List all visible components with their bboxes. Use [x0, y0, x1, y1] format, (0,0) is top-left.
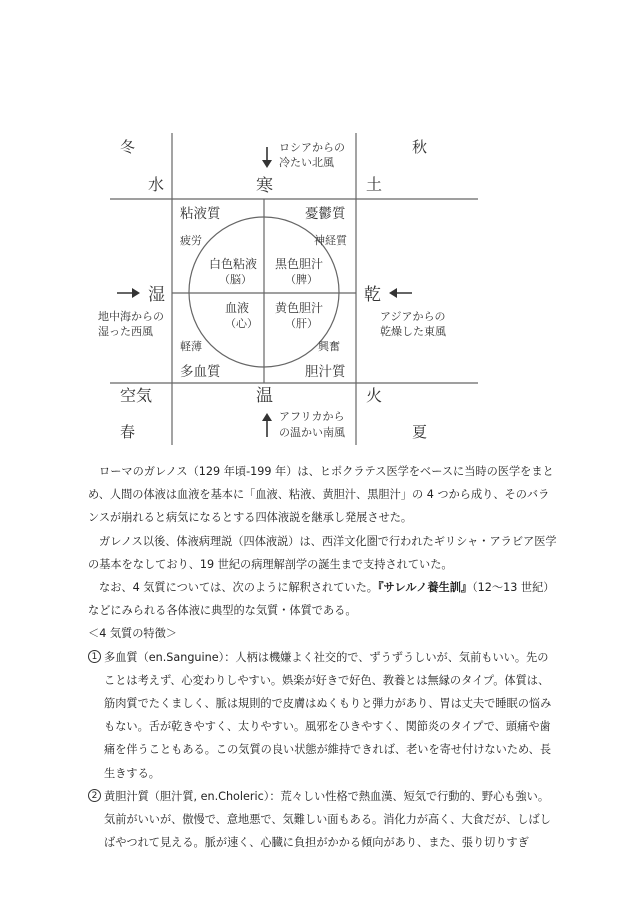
element-air: 空気	[120, 386, 153, 405]
salerno-text-before: なお、4 気質については、次のように解釈されていた。	[99, 581, 378, 595]
north-wind-arrowhead	[262, 160, 272, 168]
item-number-1: 1	[88, 650, 101, 663]
quality-cold: 寒	[256, 176, 273, 196]
phlegmatic-temperament: 粘液質	[180, 206, 221, 222]
season-winter: 冬	[120, 138, 136, 156]
item-text-sanguine: 多血質（en.Sanguine）：人柄は機嫌よく社交的で、ずうずうしいが、気前もいい。先のことは考えず、心変わりしやすい。娯楽が好きで好色、教養とは無縁のタイプ。体質は、筋肉質でたくましく、脈は規則的で皮膚はぬくもりと弾力があり、胃は丈夫で睡眠の悩みもない。舌が乾きやすく、太りやすい。風邪をひきやすく、関節炎のタイプで、頭痛や歯痛を伴うこともある。この気質の良い状態が維持できれば、老いを寄せ付けないため、長生きする。	[104, 650, 552, 780]
choleric-trait: 興奮	[318, 340, 340, 353]
yellow-bile-fluid: 黄色胆汁	[275, 301, 324, 315]
element-water: 水	[148, 175, 165, 194]
quality-dry: 乾	[364, 285, 381, 305]
season-autumn: 秋	[412, 138, 428, 156]
paragraph-galen: ローマのガレノス（129 年頃‐199 年）は、ヒポクラテス医学をベースに当時の医学をまとめ、人間の体液は血液を基本に「血液、粘液、黄胆汁、黒胆汁」の 4 つから成り、そのバランスが崩れると病気になるとする四体液説を継承し発展させた。	[88, 465, 554, 525]
south-wind-label-2: の温かい南風	[279, 426, 345, 439]
east-wind-arrowhead	[389, 288, 397, 298]
element-earth: 土	[366, 175, 383, 194]
phlegm-organ: （脳）	[219, 273, 252, 286]
section-heading: ＜4 気質の特徴＞	[88, 627, 177, 641]
black-bile-organ: （脾）	[285, 273, 318, 286]
season-summer: 夏	[412, 423, 428, 441]
melancholic-trait: 神経質	[314, 234, 347, 247]
west-wind-label-1: 地中海からの	[98, 310, 164, 323]
sanguine-trait: 軽薄	[180, 340, 202, 353]
east-wind-label-1: アジアからの	[380, 310, 446, 323]
paragraph-salerno	[88, 576, 558, 622]
black-bile-fluid: 黒色胆汁	[275, 257, 324, 271]
item-text-choleric: 黄胆汁質（胆汁質, en.Choleric）：荒々しい性格で熱血漢、短気で行動的、野心も強い。気前がいいが、傲慢で、意地悪で、気難しい面もある。消化力が高く、大食だが、しばしばやつれて見える。脈が速く、心臓に負担がかかる傾向があり、また、張り切りすぎ	[104, 789, 551, 850]
salerno-text-after: （12～13 世紀）などにみられる各体液に典型的な気質・体質である。	[88, 581, 555, 618]
list-item-choleric	[88, 785, 558, 855]
melancholic-temperament: 憂鬱質	[305, 206, 346, 222]
phlegm-fluid: 白色粘液	[209, 257, 258, 271]
body-text	[88, 460, 558, 854]
west-wind-label-2: 湿った西風	[98, 325, 153, 338]
south-wind-label-1: アフリカから	[279, 410, 345, 423]
item-number-2: 2	[88, 789, 101, 802]
quality-wet: 湿	[148, 285, 165, 305]
sanguine-temperament: 多血質	[180, 364, 221, 380]
phlegmatic-trait: 疲労	[180, 234, 202, 247]
season-spring: 春	[120, 423, 136, 441]
blood-organ: （心）	[225, 317, 258, 330]
north-wind-label-2: 冷たい北風	[279, 156, 334, 169]
salerno-title: 『サレルノ養生訓』	[377, 581, 473, 595]
blood-fluid: 血液	[225, 301, 250, 315]
south-wind-arrowhead	[262, 413, 272, 421]
list-item-sanguine	[88, 646, 558, 785]
west-wind-arrowhead	[132, 288, 140, 298]
element-fire: 火	[366, 386, 383, 405]
choleric-temperament: 胆汁質	[305, 364, 346, 380]
north-wind-label-1: ロシアからの	[279, 141, 345, 154]
yellow-bile-organ: （肝）	[285, 317, 318, 330]
paragraph-humoral-pathology: ガレノス以後、体液病理説（四体液説）は、西洋文化圏で行われたギリシャ・アラビア医学の基本をなしており、19 世紀の病理解剖学の誕生まで支持されていた。	[88, 534, 557, 571]
quality-warm: 温	[256, 386, 273, 406]
east-wind-label-2: 乾燥した東風	[380, 325, 446, 338]
